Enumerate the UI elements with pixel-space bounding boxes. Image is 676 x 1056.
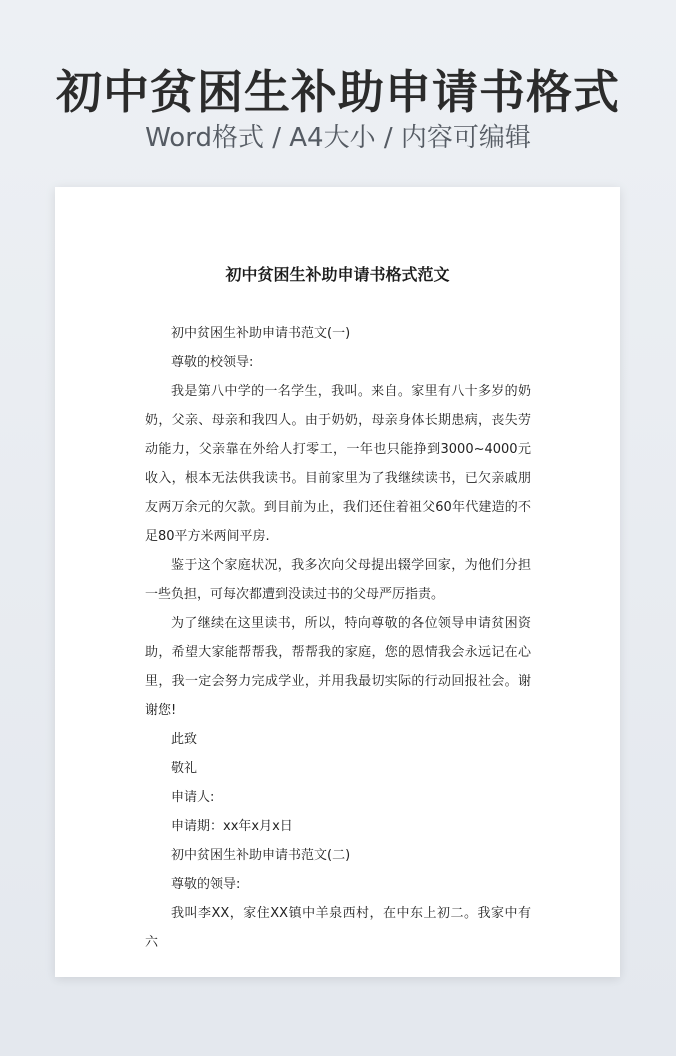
applicant-line: 申请人:: [171, 790, 215, 805]
salutation-1: 尊敬的校领导:: [171, 355, 254, 370]
document-page: [55, 187, 620, 977]
section-heading-1: 初中贫困生补助申请书范文(一): [171, 326, 351, 341]
section-heading-2: 初中贫困生补助申请书范文(二): [171, 848, 351, 863]
banner-title: 初中贫困生补助申请书格式: [56, 65, 620, 119]
salutation-2: 尊敬的领导:: [171, 877, 241, 892]
body-paragraph-2: 鉴于这个家庭状况，我多次向父母提出辍学回家，为他们分担一些负担，可每次都遭到没读过书的父母严厉指责。: [145, 558, 531, 602]
body-paragraph-1: 我是第八中学的一名学生，我叫。来自。家里有八十多岁的奶奶，父亲、母亲和我四人。由于奶奶，母亲身体长期患病，丧失劳动能力，父亲靠在外给人打零工，一年也只能挣到3000~4000元收入，根本无法供我读书。目前家里为了我继续读书，已欠亲戚朋友两万余元的欠款。到目前为止，我们还住着祖父60年代建造的不足80平方米两间平房.: [145, 384, 531, 544]
closing-line-1: 此致: [171, 732, 198, 747]
closing-line-2: 敬礼: [171, 761, 198, 776]
body-paragraph-4: 我叫李XX，家住XX镇中羊泉西村，在中东上初二。我家中有六: [145, 906, 531, 950]
date-line: 申请期：xx年x月x日: [171, 819, 293, 834]
body-paragraph-3: 为了继续在这里读书，所以，特向尊敬的各位领导申请贫困资助，希望大家能帮帮我，帮帮我的家庭，您的恩情我会永远记在心里，我一定会努力完成学业，并用我最切实际的行动回报社会。谢谢您!: [145, 616, 531, 718]
document-body: [145, 319, 531, 957]
document-title: 初中贫困生补助申请书格式范文: [225, 265, 450, 284]
banner-subtitle: Word格式 / A4大小 / 内容可编辑: [145, 123, 531, 153]
